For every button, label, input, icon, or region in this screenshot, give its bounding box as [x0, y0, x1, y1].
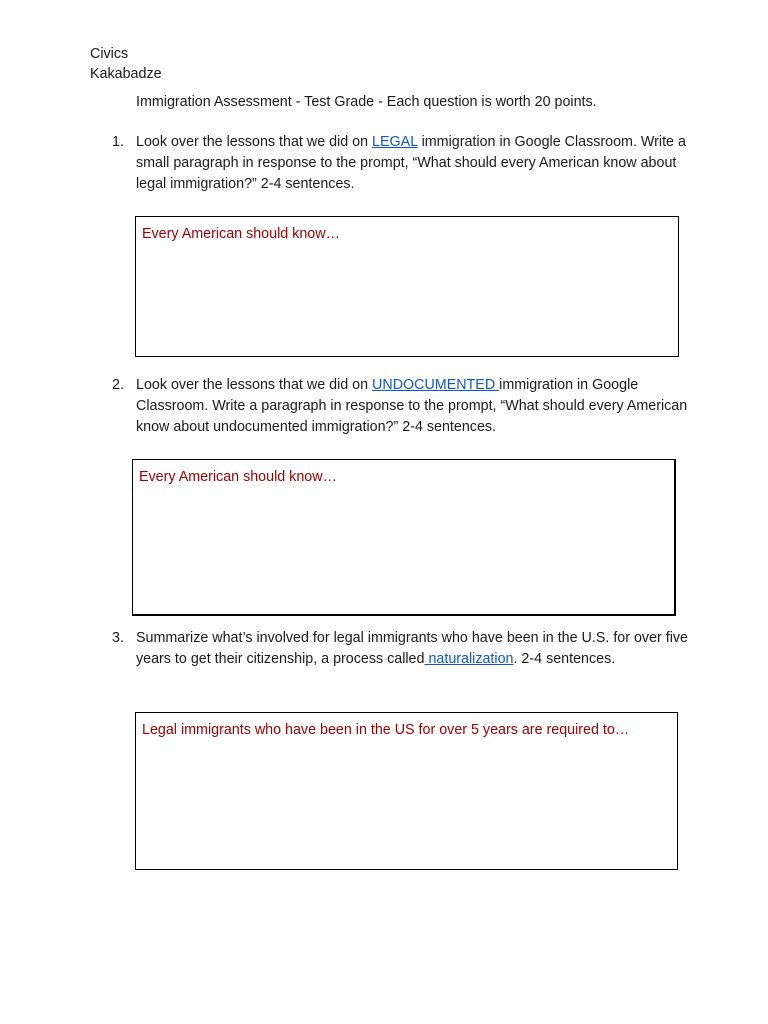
legal-immigration-link[interactable]: LEGAL [372, 134, 418, 150]
question-text-after-link: . 2-4 sentences. [513, 651, 616, 667]
answer-box-1[interactable] [135, 216, 679, 357]
question-text-after-link: immigration in Google Classroom. Write a small paragraph in response to the prompt, “What should every American know about legal immigration?” 2-4 sentences. [136, 134, 686, 192]
undocumented-immigration-link[interactable]: UNDOCUMENTED [372, 377, 500, 393]
question-number: 3. [112, 630, 124, 646]
question-2 [112, 375, 692, 438]
answer-box-2[interactable] [132, 459, 676, 616]
question-1 [112, 132, 692, 195]
question-text [136, 628, 692, 670]
question-text-before-link: Look over the lessons that we did on [136, 134, 373, 150]
answer-box-3[interactable] [135, 712, 678, 870]
question-text [136, 132, 692, 195]
question-number: 2. [112, 377, 124, 393]
teacher-name: Kakabadze [90, 66, 162, 82]
course-name: Civics [90, 46, 129, 62]
answer-starter-text[interactable]: Every American should know… [142, 226, 340, 242]
naturalization-link[interactable]: naturalization [424, 651, 514, 667]
answer-starter-text[interactable]: Every American should know… [139, 469, 337, 485]
assessment-title: Immigration Assessment - Test Grade - Each question is worth 20 points. [136, 94, 597, 110]
question-text-before-link: Look over the lessons that we did on [136, 377, 373, 393]
question-3 [112, 628, 692, 670]
question-number: 1. [112, 134, 124, 150]
question-text-after-link: immigration in Google Classroom. Write a paragraph in response to the prompt, “What should every American know about undocumented immigration?” 2-4 sentences. [136, 377, 688, 435]
question-text-before-link: Summarize what’s involved for legal immigrants who have been in the U.S. for over five years to get their citizenship, a process called [136, 630, 689, 667]
question-text [136, 375, 692, 438]
answer-starter-text[interactable]: Legal immigrants who have been in the US for over 5 years are required to… [142, 722, 630, 738]
